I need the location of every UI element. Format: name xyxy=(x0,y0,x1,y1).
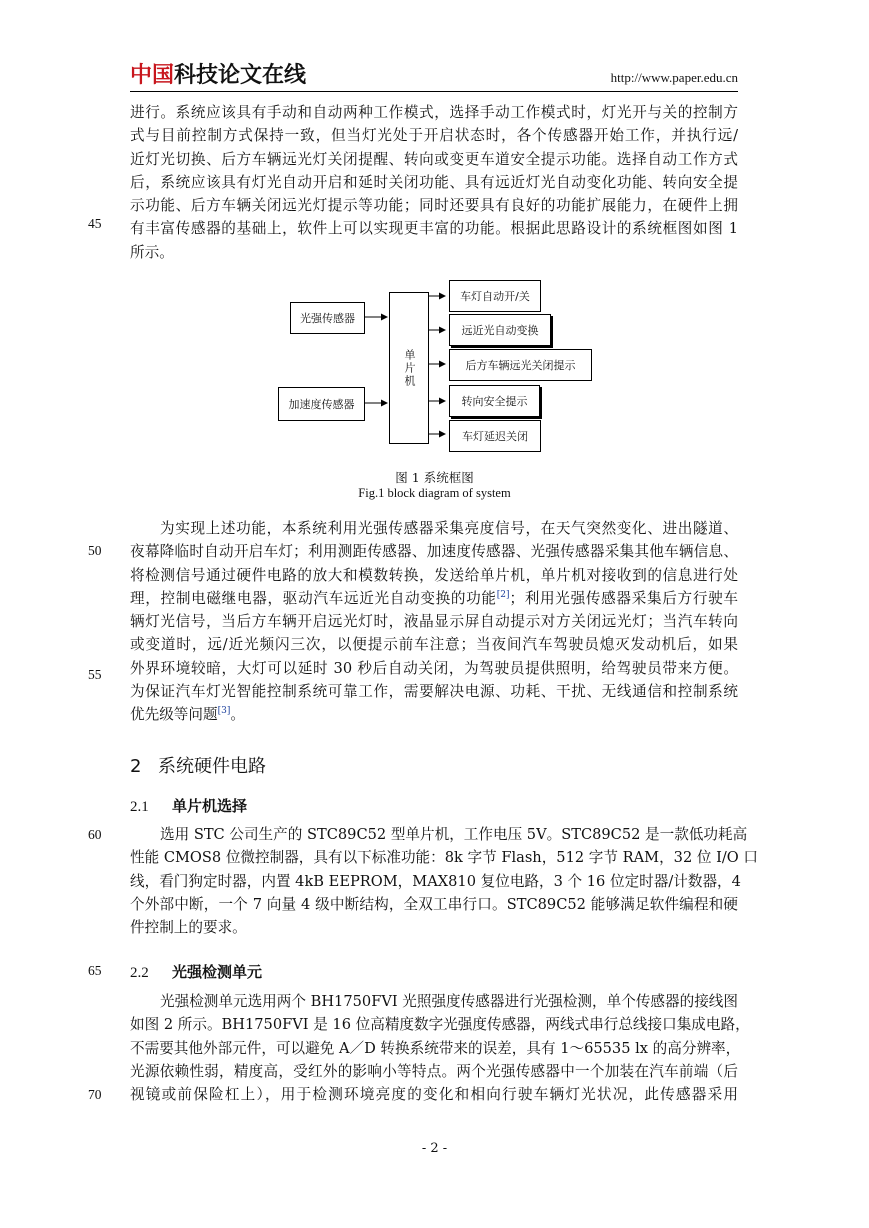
line-number: 60 xyxy=(88,827,102,842)
text-line: 选用 STC 公司生产的 STC89C52 型单片机，工作电压 5V。STC89C52 是一款低功耗高 xyxy=(160,826,748,843)
text-line: 为保证汽车灯光智能控制系统可靠工作，需要解决电源、功耗、干扰、无线通信和控制系统 xyxy=(130,683,738,701)
subsection-title: 单片机选择 xyxy=(172,797,248,815)
section-heading xyxy=(130,752,266,778)
logo-black-text: 科技论文在线 xyxy=(174,62,307,88)
line-number: 70 xyxy=(88,1087,102,1102)
text-line: 光强检测单元选用两个 BH1750FVI 光照强度传感器进行光强检测，单个传感器的接线图 xyxy=(160,993,738,1010)
paragraph-function xyxy=(130,517,738,727)
text-line: 辆灯光信号，当后方车辆开启远光灯时，液晶显示屏自动提示对方关闭远光灯；当汽车转向 xyxy=(130,613,738,631)
text-line: 性能 CMOS8 位微控制器，具有以下标准功能：8k 字节 Flash，512 字节 RAM，32 位 I/O 口 xyxy=(130,849,759,867)
subsection-number: 2.2 xyxy=(130,965,149,981)
line-number: 55 xyxy=(88,667,102,682)
paragraph-light-detection xyxy=(130,990,750,1106)
text-line: 不需要其他外部元件，可以避免 A／D 转换系统带来的误差，具有 1～65535 lx 的高分辨率， xyxy=(130,1039,741,1057)
text-line: 后，系统应该具有灯光自动开启和延时关闭功能、具有远近灯光自动变化功能、转向安全提 xyxy=(130,173,738,191)
paragraph-mcu xyxy=(130,823,759,939)
text-line: 将检测信号通过硬件电路的放大和模数转换，发送给单片机，单片机对接收到的信息进行处 xyxy=(130,566,738,584)
mcu-box xyxy=(389,292,429,444)
output-beam-switch-box: 远近光自动变换 xyxy=(449,314,551,346)
text-line: 示功能、后方车辆关闭远光灯提示等功能；同时还要具有良好的功能扩展能力，在硬件上拥 xyxy=(130,197,738,215)
line-number: 45 xyxy=(88,216,102,231)
figure-caption-cn: 图 1 系统框图 xyxy=(395,470,474,485)
output-rear-highbeam-box: 后方车辆远光关闭提示 xyxy=(449,349,592,381)
diagram-arrows xyxy=(0,0,869,500)
subsection-number: 2.1 xyxy=(130,799,149,815)
text-line: 近灯光切换、后方车辆远光灯关闭提醒、转向或变更车道安全提示功能。选择自动工作方式 xyxy=(130,150,738,168)
subsection-heading xyxy=(130,795,247,816)
text-line: 式与目前控制方式保持一致，但当灯光处于开启状态时，各个传感器开始工作，并执行远/ xyxy=(130,127,738,145)
text-line: 线，看门狗定时器，内置 4kB EEPROM，MAX810 复位电路，3 个 16 位定时器/计数器，4 xyxy=(130,872,741,890)
citation-ref[interactable]: [3] xyxy=(217,706,231,717)
logo-red-text: 中国 xyxy=(130,62,175,88)
text-span: 优先级等问题 xyxy=(130,706,218,724)
text-line: 视镜或前保险杠上），用于检测环境亮度的变化和相向行驶车辆灯光状况，此传感器采用 xyxy=(130,1086,738,1104)
text-line: 或变道时，远/近光频闪三次，以便提示前车注意；当夜间汽车驾驶员熄灭发动机后，如果 xyxy=(130,636,738,654)
text-line: 件控制上的要求。 xyxy=(130,919,247,937)
text-line: 进行。系统应该具有手动和自动两种工作模式，选择手动工作模式时，灯光开与关的控制方 xyxy=(130,104,738,121)
line-number: 65 xyxy=(88,963,102,978)
text-span: ；利用光强传感器采集后方行驶车 xyxy=(509,589,738,607)
mcu-label: 单片机 xyxy=(403,348,416,388)
subsection-title: 光强检测单元 xyxy=(172,963,263,981)
section-number: 2 xyxy=(130,756,142,777)
text-line: 有丰富传感器的基础上，软件上可以实现更丰富的功能。根据此思路设计的系统框图如图 1 xyxy=(130,220,738,238)
figure-caption-en: Fig.1 block diagram of system xyxy=(358,486,511,500)
output-auto-light-box: 车灯自动开/关 xyxy=(449,280,541,312)
text-line: 外界环境较暗，大灯可以延时 30 秒后自动关闭，为驾驶员提供照明，给驾驶员带来方便。 xyxy=(130,659,738,677)
text-line: 如图 2 所示。BH1750FVI 是 16 位高精度数字光强度传感器，两线式串行总线接口集成电路， xyxy=(130,1016,750,1034)
text-line: 光源依赖性弱，精度高，受红外的影响小等特点。两个光强传感器中一个加装在汽车前端（后 xyxy=(130,1062,738,1080)
light-sensor-box: 光强传感器 xyxy=(290,302,365,334)
output-turn-safety-box: 转向安全提示 xyxy=(449,385,540,417)
text-line: 夜幕降临时自动开启车灯；利用测距传感器、加速度传感器、光强传感器采集其他车辆信息、 xyxy=(130,543,738,561)
text-line xyxy=(130,587,738,610)
citation-ref[interactable]: [2] xyxy=(496,590,510,601)
text-line xyxy=(130,703,738,726)
text-line: 所示。 xyxy=(130,243,174,261)
line-number: 50 xyxy=(88,543,102,558)
text-line: 个外部中断，一个 7 向量 4 级中断结构，全双工串行口。STC89C52 能够满足软件编程和硬 xyxy=(130,895,738,913)
page-number: - 2 - xyxy=(421,1141,448,1156)
text-span: 理，控制电磁继电器，驱动汽车远近光自动变换的功能 xyxy=(130,589,497,607)
acceleration-sensor-box: 加速度传感器 xyxy=(278,387,365,421)
header-url[interactable]: http://www.paper.edu.cn xyxy=(610,70,738,85)
section-title: 系统硬件电路 xyxy=(158,756,266,777)
text-span: 。 xyxy=(230,706,245,724)
subsection-heading xyxy=(130,961,262,982)
output-delay-off-box: 车灯延迟关闭 xyxy=(449,420,541,452)
text-line: 为实现上述功能，本系统利用光强传感器采集亮度信号，在天气突然变化、进出隧道、 xyxy=(160,520,738,537)
